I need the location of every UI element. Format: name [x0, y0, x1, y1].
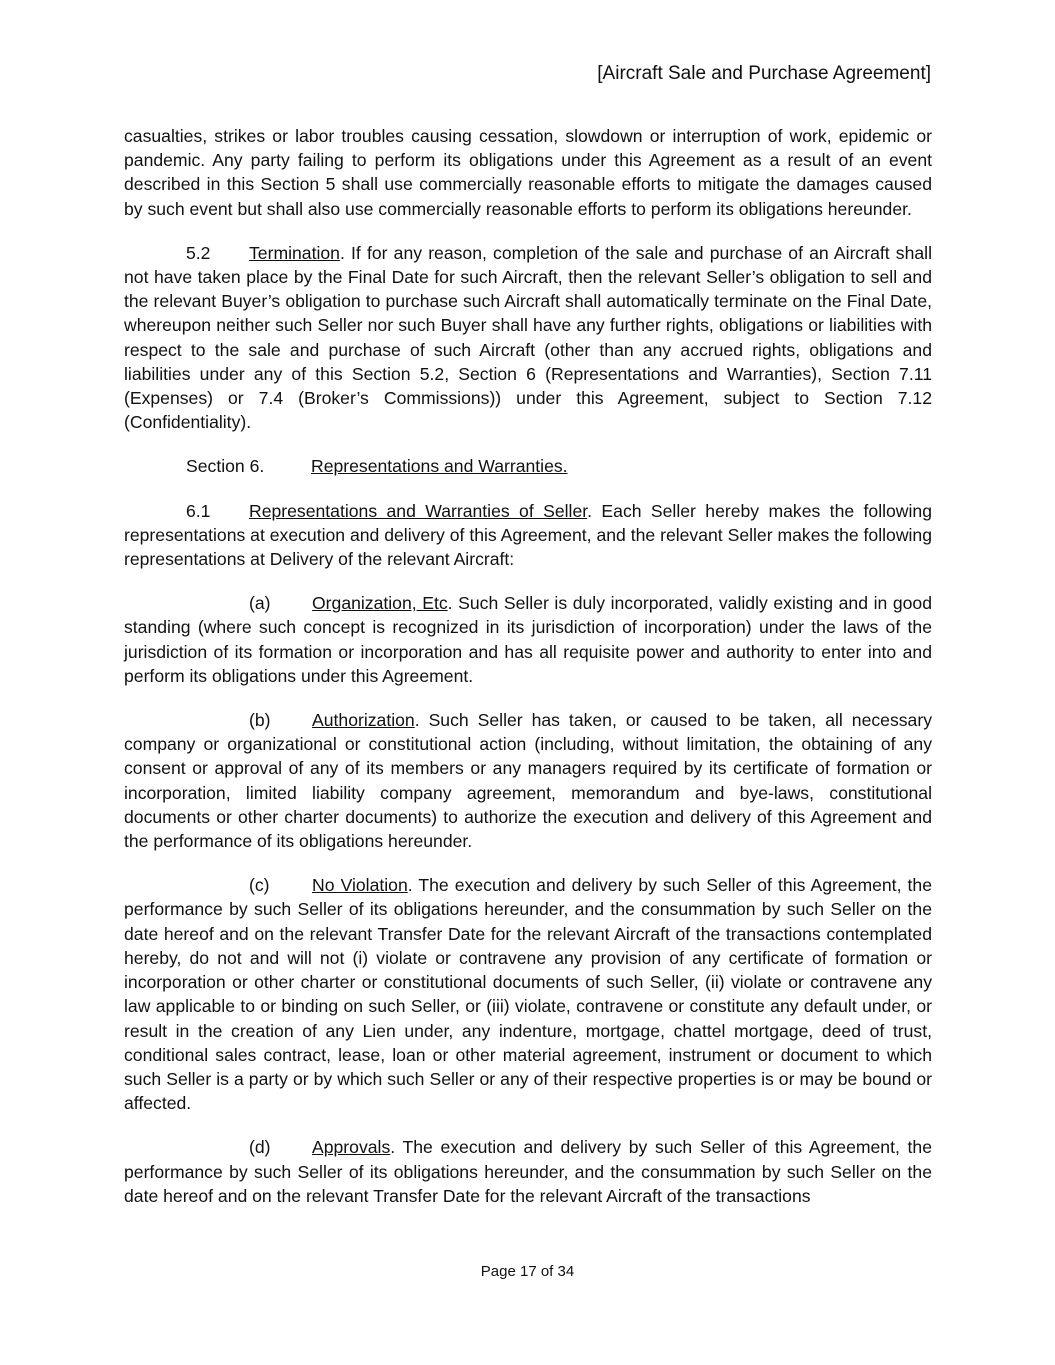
section-heading: Representations and Warranties.	[311, 456, 568, 477]
clause-a	[124, 591, 932, 688]
continuation-paragraph	[124, 124, 932, 221]
page-number: Page 17 of 34	[480, 1263, 575, 1280]
paragraph-text: . If for any reason, completion of the sale and purchase of an Aircraft shall not have taken place by the Final Date for such Aircraft, then the relevant Seller’s obligation to sell and the relevant Buyer’s obligation to purchase such Aircraft shall automatically terminate on the Final Date, whereupon neither such Seller nor such Buyer shall have any further rights, obligations or liabilities with respect to the sale and purchase of such Aircraft (other than any accrued rights, obligations and liabilities under any of this Section 5.2, Section 6 (Representations and Warranties), Section 7.11 (Expenses) or 7.4 (Broker’s Commissions)) under this Agreement, subject to Section 7.12 (Confidentiality).	[124, 242, 932, 433]
section-number: 6.1	[186, 500, 211, 521]
section-5-2	[124, 241, 932, 435]
clause-heading: Organization, Etc	[312, 593, 448, 614]
clause-number: (a)	[249, 593, 271, 614]
section-label: Section 6.	[186, 456, 265, 477]
section-heading: Termination	[249, 242, 340, 263]
clause-number: (d)	[249, 1137, 271, 1158]
clause-d	[124, 1135, 932, 1208]
document-body	[124, 124, 932, 1228]
paragraph-text: . The execution and delivery by such Seller of this Agreement, the performance by such Seller of its obligations hereunder, and the consummation by such Seller on the date hereof and on the relevant Transfer Date for the relevant Aircraft of the transactions contemplated hereby, do not and will not (i) violate or contravene any provision of any certificate of formation or incorporation or other charter or constitutional documents of such Seller, (ii) violate or contravene any law applicable to or binding on such Seller, or (iii) violate, contravene or constitute any default under, or result in the creation of any Lien under, any indenture, mortgage, chattel mortgage, deed of trust, conditional sales contract, lease, loan or other material agreement, instrument or document to which such Seller is a party or by which such Seller or any of their respective properties is or may be bound or affected.	[124, 875, 932, 1114]
clause-heading: No Violation	[312, 875, 408, 896]
paragraph-text: casualties, strikes or labor troubles causing cessation, slowdown or interruption of work, epidemic or pandemic. Any party failing to perform its obligations under this Agreement as a result of an event described in this Section 5 shall use commercially reasonable efforts to mitigate the damages caused by such event but shall also use commercially reasonable efforts to perform its obligations hereunder.	[124, 126, 932, 219]
paragraph-text: . The execution and delivery by such Seller of this Agreement, the performance by such Seller of its obligations hereunder, and the consummation by such Seller on the date hereof and on the relevant Transfer Date for the relevant Aircraft of the transactions	[124, 1137, 932, 1206]
clause-heading: Approvals	[312, 1137, 391, 1158]
section-heading: Representations and Warranties of Seller	[249, 500, 588, 521]
clause-number: (c)	[249, 875, 270, 896]
clause-c	[124, 873, 932, 1115]
clause-b	[124, 708, 932, 853]
paragraph-text: . Each Seller hereby makes the following representations at execution and delivery of this Agreement, and the relevant Seller makes the following representations at Delivery of the relevant Aircraft:	[124, 500, 932, 570]
document-header: [Aircraft Sale and Purchase Agreement]	[597, 63, 931, 84]
clause-number: (b)	[249, 710, 271, 731]
clause-heading: Authorization	[312, 710, 415, 731]
section-6-1	[124, 499, 932, 572]
paragraph-text: . Such Seller is duly incorporated, validly existing and in good standing (where such concept is recognized in its jurisdiction of incorporation) under the laws of the jurisdiction of its formation or incorporation and has all requisite power and authority to enter into and perform its obligations under this Agreement.	[124, 593, 933, 686]
section-number: 5.2	[186, 242, 211, 263]
paragraph-text: . Such Seller has taken, or caused to be taken, all necessary company or organizational or constitutional action (including, without limitation, the obtaining of any consent or approval of any of its members or any managers required by its certificate of formation or incorporation, limited liability company agreement, memorandum and bye-laws, constitutional documents or other charter documents) to authorize the execution and delivery of this Agreement and the performance of its obligations hereunder.	[124, 710, 932, 852]
section-6-heading	[124, 454, 932, 478]
